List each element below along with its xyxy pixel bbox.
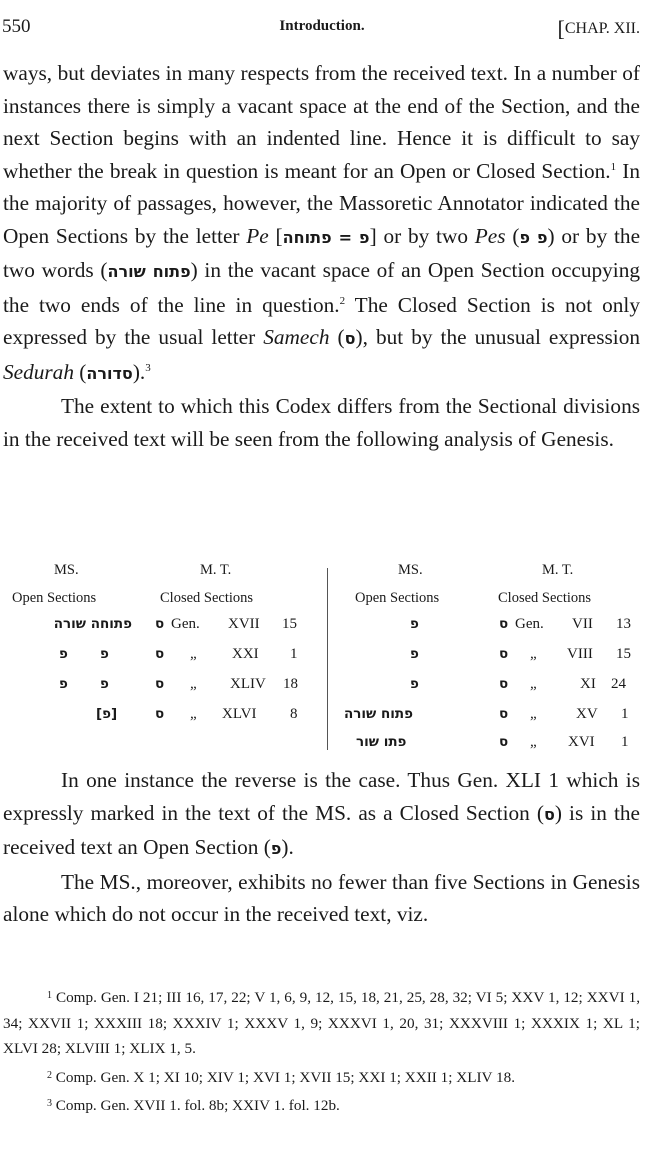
paragraph-3 (3, 764, 640, 866)
text-run: The Closed Section is not only expressed by the usual letter (3, 292, 640, 349)
chapter-numeral: XLIV (230, 676, 266, 692)
book-name: Gen. (515, 616, 544, 632)
text-run: ) or by the two words ( (3, 223, 641, 282)
ms-marker: פ (100, 676, 109, 692)
ms-marker: פ (100, 646, 109, 662)
book-name: Gen. (171, 616, 200, 632)
italic-term-sedurah: Sedurah (3, 359, 74, 384)
column-header-open-sections: Open Sections (12, 590, 97, 606)
column-header-ms: MS. (398, 562, 423, 578)
sections-comparison-table (0, 560, 645, 755)
ditto-mark: „ (190, 646, 197, 662)
ms-marker: [פ] (96, 706, 118, 722)
footnote-text: Comp. Gen. X 1; XI 10; XIV 1; XVI 1; XVII 15; XXI 1; XXII 1; XLIV 18. (55, 1068, 516, 1086)
italic-term-samech: Samech (263, 325, 330, 349)
hebrew-samech: ס (543, 804, 555, 824)
verse-number: 18 (283, 676, 298, 692)
chapter-reference: [CHAP. XII. (557, 16, 640, 41)
text-run: ). (132, 359, 146, 384)
text-run: ( (505, 223, 520, 248)
paragraph-1 (3, 57, 640, 390)
hebrew-pe-equals-petuchah: פ = פתוחה (282, 227, 370, 247)
table-left-half (0, 560, 322, 755)
ms-marker: פ (410, 646, 419, 662)
ditto-mark: „ (190, 676, 197, 692)
mt-marker: ס (499, 706, 509, 722)
column-header-closed-sections: Closed Sections (498, 590, 592, 606)
footnote-ref-2[interactable]: 2 (339, 294, 346, 307)
text-run: ), but by the unusual expression (355, 325, 641, 349)
mt-marker: ס (499, 646, 509, 662)
chapter-numeral: VII (572, 616, 593, 632)
chapter-numeral: XVI (568, 734, 595, 750)
hebrew-petuach-shurah: פתוח שורה (107, 262, 191, 281)
verse-number: 8 (290, 706, 298, 722)
footnote-mark: 3 (47, 1098, 52, 1109)
text-run: ] or by two (369, 223, 475, 248)
verse-number: 1 (290, 646, 298, 662)
verse-number: 15 (282, 616, 297, 632)
text-run: ) is in the received text an Open Section ( (3, 800, 640, 859)
footnote-ref-1[interactable]: 1 (610, 160, 617, 173)
page-number: 550 (2, 16, 31, 37)
chapter-numeral: XVII (228, 616, 260, 632)
footnote-3 (3, 1091, 640, 1119)
ms-marker: פתוחה שורה (53, 616, 132, 632)
hebrew-pe: פ (270, 839, 282, 858)
column-header-mt: M. T. (200, 562, 232, 578)
column-header-closed-sections: Closed Sections (160, 590, 254, 606)
ms-marker: פתו שור (356, 734, 407, 750)
table-row (328, 706, 645, 736)
text-run: ( (329, 325, 345, 349)
chapter-label: CHAP. XII. (564, 20, 640, 37)
verse-number: 24 (611, 676, 626, 692)
ms-marker: פ (59, 676, 68, 692)
running-title: Introduction. (279, 18, 365, 34)
footnote-text: Comp. Gen. XVII 1. fol. 8b; XXIV 1. fol. 12b. (55, 1097, 340, 1114)
footnote-text: Comp. Gen. I 21; III 16, 17, 22; V 1, 6, 9, 12, 15, 18, 21, 25, 28, 32; VI 5; XXV 1, 12; XXVI 1, 34; XXVII 1; XXXIII 18; XXXIV 1; XXXV 1, 9; XXXVI 1, 20, 31; XXXVIII 1; XXXIX 1; XL 1; XLVI 28; XLVIII 1; XLIX 1, 5. (3, 989, 640, 1057)
chapter-numeral: XI (580, 676, 596, 692)
column-header-open-sections: Open Sections (355, 590, 440, 606)
footnote-1 (3, 983, 640, 1062)
table-row (0, 616, 322, 646)
table-row (0, 676, 322, 706)
ditto-mark: „ (530, 734, 537, 750)
paragraph-2: The extent to which this Codex differs from the Sectional divisions in the received text will be seen from the following analysis of Genesis. (3, 394, 640, 451)
ditto-mark: „ (190, 706, 197, 722)
paragraph-4: The MS., moreover, exhibits no fewer than five Sections in Genesis alone which do not occur in the received text, viz. (3, 869, 640, 926)
mt-marker: ס (499, 734, 509, 750)
hebrew-two-pes: פ פ (519, 227, 548, 247)
column-header-ms: MS. (54, 562, 79, 578)
table-right-half (328, 560, 645, 755)
mt-marker: ס (499, 616, 509, 632)
ms-marker: פ (410, 616, 419, 632)
italic-term-pe: Pe (246, 223, 269, 248)
table-row (328, 734, 645, 764)
chapter-numeral: XV (576, 706, 598, 722)
table-row (328, 676, 645, 706)
text-run: In one instance the reverse is the case. Thus Gen. XLI 1 which is expressly marked in the text of the MS. as a Closed Section ( (3, 768, 640, 825)
chapter-numeral: XXI (232, 646, 259, 662)
footnotes (3, 983, 640, 1120)
mt-marker: ס (155, 616, 165, 632)
table-row (328, 616, 645, 646)
mt-marker: ס (155, 676, 165, 692)
chapter-numeral: XLVI (222, 706, 257, 722)
text-run: [ (268, 223, 283, 248)
ditto-mark: „ (530, 676, 537, 692)
mt-marker: ס (155, 706, 165, 722)
footnote-mark: 1 (47, 990, 52, 1001)
verse-number: 1 (621, 734, 629, 750)
ms-marker: פ (410, 676, 419, 692)
ditto-mark: „ (530, 706, 537, 722)
table-row (0, 646, 322, 676)
verse-number: 15 (616, 646, 631, 662)
footnote-2 (3, 1063, 640, 1091)
text-run: In the majority of passages, however, the Massoretic Annotator indicated the Open Sections by the letter (3, 158, 640, 248)
hebrew-sedurah: סדורה (86, 363, 133, 383)
mt-marker: ס (499, 676, 509, 692)
ms-marker: פתוח שורה (344, 706, 413, 722)
text-run: ). (281, 835, 294, 859)
footnote-ref-3[interactable]: 3 (145, 361, 151, 374)
chapter-numeral: VIII (567, 646, 593, 662)
table-row (0, 706, 322, 736)
footnote-mark: 2 (47, 1069, 52, 1081)
text-run: ( (73, 359, 87, 384)
page-header (2, 16, 642, 42)
ms-marker: פ (59, 646, 68, 662)
body-text-continued (3, 764, 640, 931)
ditto-mark: „ (530, 646, 537, 662)
mt-marker: ס (155, 646, 165, 662)
table-row (328, 646, 645, 676)
italic-term-pes: Pes (474, 223, 506, 248)
column-header-mt: M. T. (542, 562, 574, 578)
text-run: ) in the vacant space of an Open Section occupying the two ends of the line in question. (3, 258, 641, 317)
verse-number: 13 (616, 616, 631, 632)
hebrew-samech: ס (344, 329, 356, 348)
text-run: ways, but deviates in many respects from the received text. In a number of instances there is simply a vacant space at the end of the Section, and the next Section begins with an indented line. Hence it is difficult to say whether the break in question is meant for an Open or Closed Section. (3, 61, 640, 183)
verse-number: 1 (621, 706, 629, 722)
body-text (3, 57, 640, 455)
